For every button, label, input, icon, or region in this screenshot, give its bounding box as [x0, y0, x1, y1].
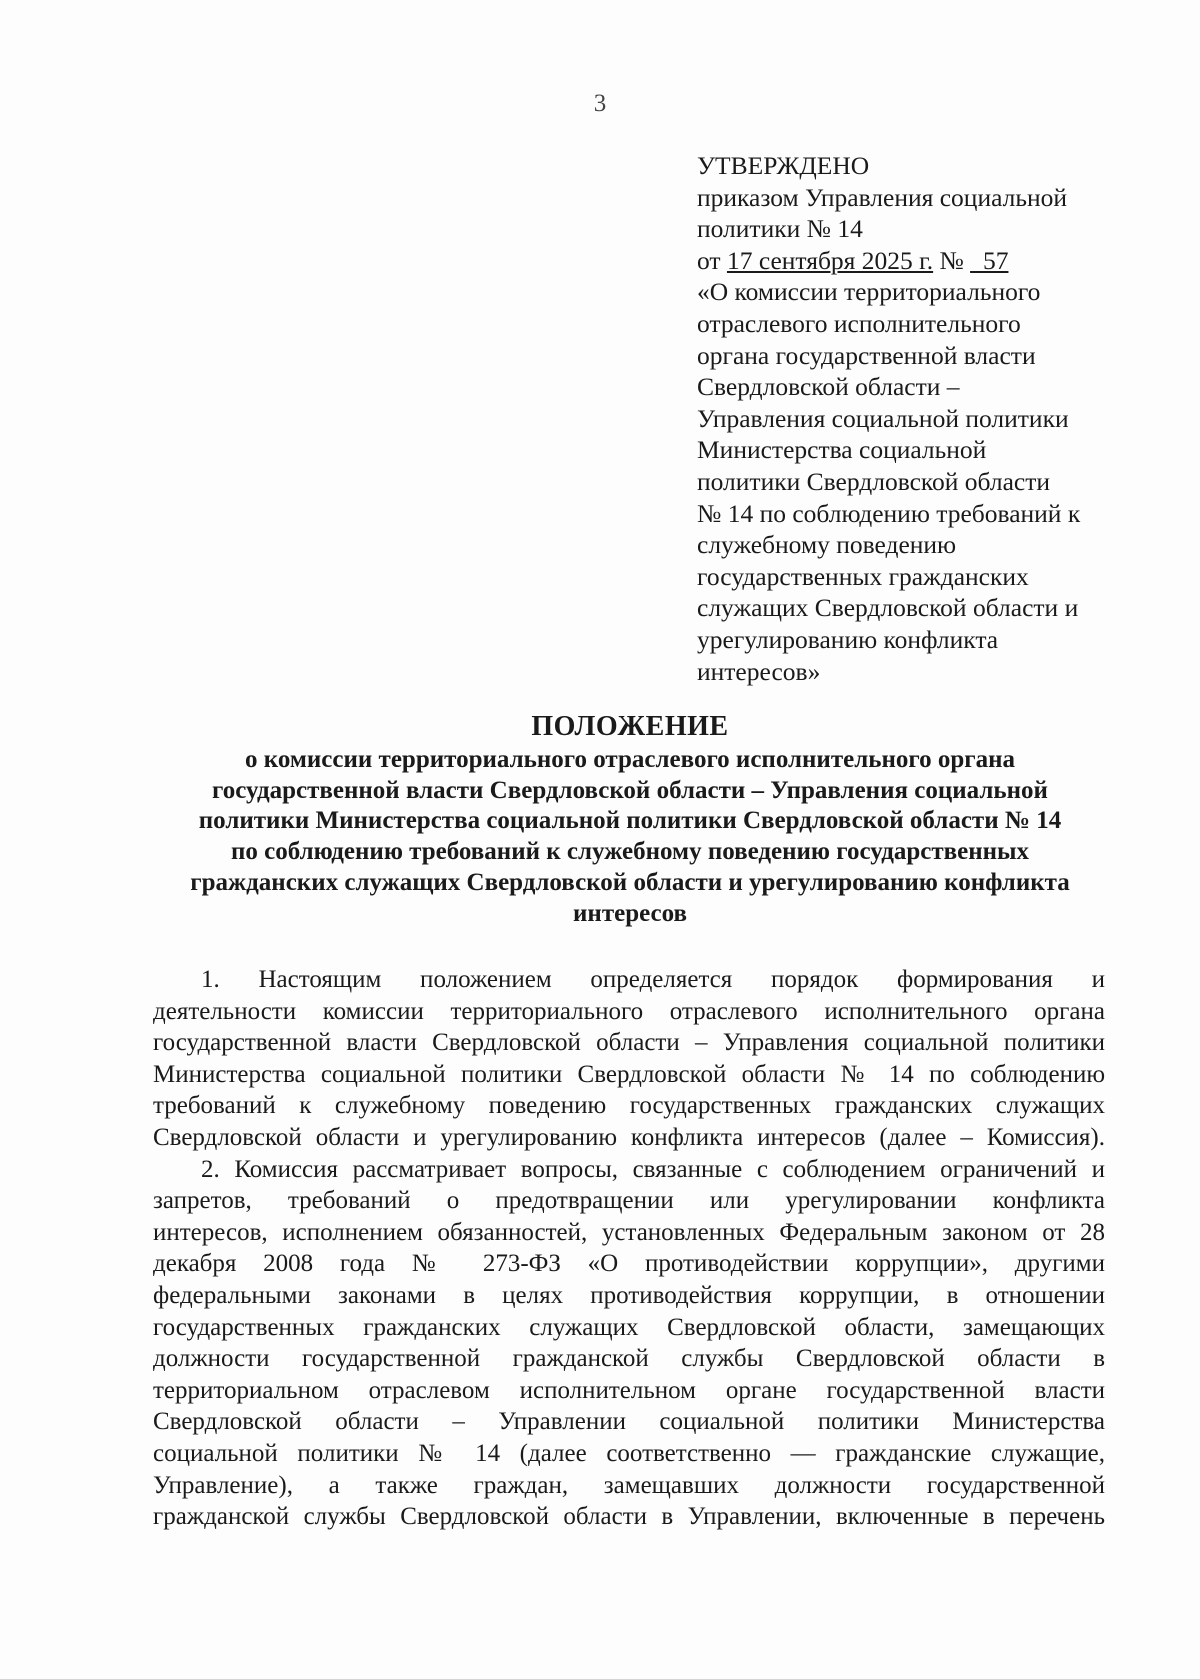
approval-line: «О комиссии территориального: [697, 277, 1041, 307]
document-title: [140, 712, 1120, 930]
approval-line: отраслевого исполнительного: [697, 308, 1021, 338]
paragraph-1: [153, 964, 1105, 1154]
text-line: декабря 2008 года № 273-ФЗ «О противодействии коррупции», другими: [153, 1250, 1105, 1278]
text-line: государственных гражданских служащих Свердловской области, замещающих: [153, 1313, 1105, 1341]
approval-line: органа государственной власти: [697, 340, 1036, 370]
approval-line: Свердловской области –: [697, 372, 960, 402]
title-line: о комиссии территориального отраслевого исполнительного органа: [245, 745, 1015, 773]
text-line: запретов, требований о предотвращении или урегулировании конфликта: [153, 1187, 1105, 1215]
title-line: по соблюдению требований к служебному поведению государственных: [230, 838, 1030, 866]
text-line: Управление), а также граждан, замещавших должности государственной: [153, 1471, 1105, 1499]
text-line: Свердловской области – Управлении социальной политики Министерства: [153, 1408, 1105, 1436]
document-body: [153, 964, 1105, 1533]
approval-line: служащих Свердловской области и: [697, 593, 1079, 623]
approval-line: интересов»: [697, 656, 821, 686]
text-line: территориальном отраслевом исполнительном органе государственной власти: [153, 1376, 1105, 1404]
approval-line: служебному поведению: [697, 530, 957, 560]
text-line: интересов, исполнением обязанностей, установленных Федеральным законом от 28: [153, 1218, 1105, 1246]
title-heading: ПОЛОЖЕНИЕ: [531, 711, 729, 742]
title-line: государственной власти Свердловской области – Управления социальной: [212, 776, 1048, 804]
text-line: требований к служебному поведению государственных гражданских служащих: [153, 1092, 1105, 1120]
approval-line: государственных гражданских: [697, 561, 1029, 591]
page-number: 3: [593, 90, 607, 117]
text-line: должности государственной гражданской службы Свердловской области в: [153, 1345, 1105, 1373]
order-number: _57: [970, 245, 1009, 275]
text-line: федеральными законами в целях противодействия коррупции, в отношении: [153, 1281, 1105, 1309]
approval-date-line: [697, 245, 1127, 277]
text-line: государственной власти Свердловской области – Управления социальной политики: [153, 1029, 1105, 1057]
approval-line: № 14 по соблюдению требований к: [697, 498, 1081, 528]
title-line: гражданских служащих Свердловской области и урегулированию конфликта: [190, 868, 1070, 896]
approval-line: политики Свердловской области: [697, 466, 1051, 496]
text-line: Министерства социальной политики Свердловской области № 14 по соблюдению: [153, 1060, 1105, 1088]
order-date: 17 сентября 2025 г.: [726, 245, 934, 275]
title-line: интересов: [573, 899, 687, 927]
approval-line: приказом Управления социальной: [697, 182, 1068, 212]
approval-line: Управления социальной политики: [697, 403, 1069, 433]
approval-line: урегулированию конфликта: [697, 624, 999, 654]
text-line: деятельности комиссии территориального отраслевого исполнительного органа: [153, 997, 1105, 1025]
text-line: гражданской службы Свердловской области в Управлении, включенные в перечень: [153, 1503, 1105, 1531]
number-prefix: №: [933, 245, 971, 275]
text-line: социальной политики № 14 (далее соответственно — гражданские служащие,: [153, 1439, 1105, 1467]
approval-line: Министерства социальной: [697, 435, 987, 465]
date-prefix: от: [697, 245, 727, 275]
text-line: Свердловской области и урегулированию конфликта интересов (далее – Комиссия).: [153, 1123, 1105, 1151]
text-line: 1. Настоящим положением определяется порядок формирования и: [201, 966, 1105, 993]
approval-stamp: [697, 150, 1127, 687]
title-line: политики Министерства социальной политики Свердловской области № 14: [198, 807, 1062, 835]
approval-line: политики № 14: [697, 214, 863, 244]
text-line: 2. Комиссия рассматривает вопросы, связанные с соблюдением ограничений и: [201, 1155, 1105, 1183]
paragraph-2: [153, 1154, 1105, 1533]
approval-heading: УТВЕРЖДЕНО: [697, 151, 870, 180]
